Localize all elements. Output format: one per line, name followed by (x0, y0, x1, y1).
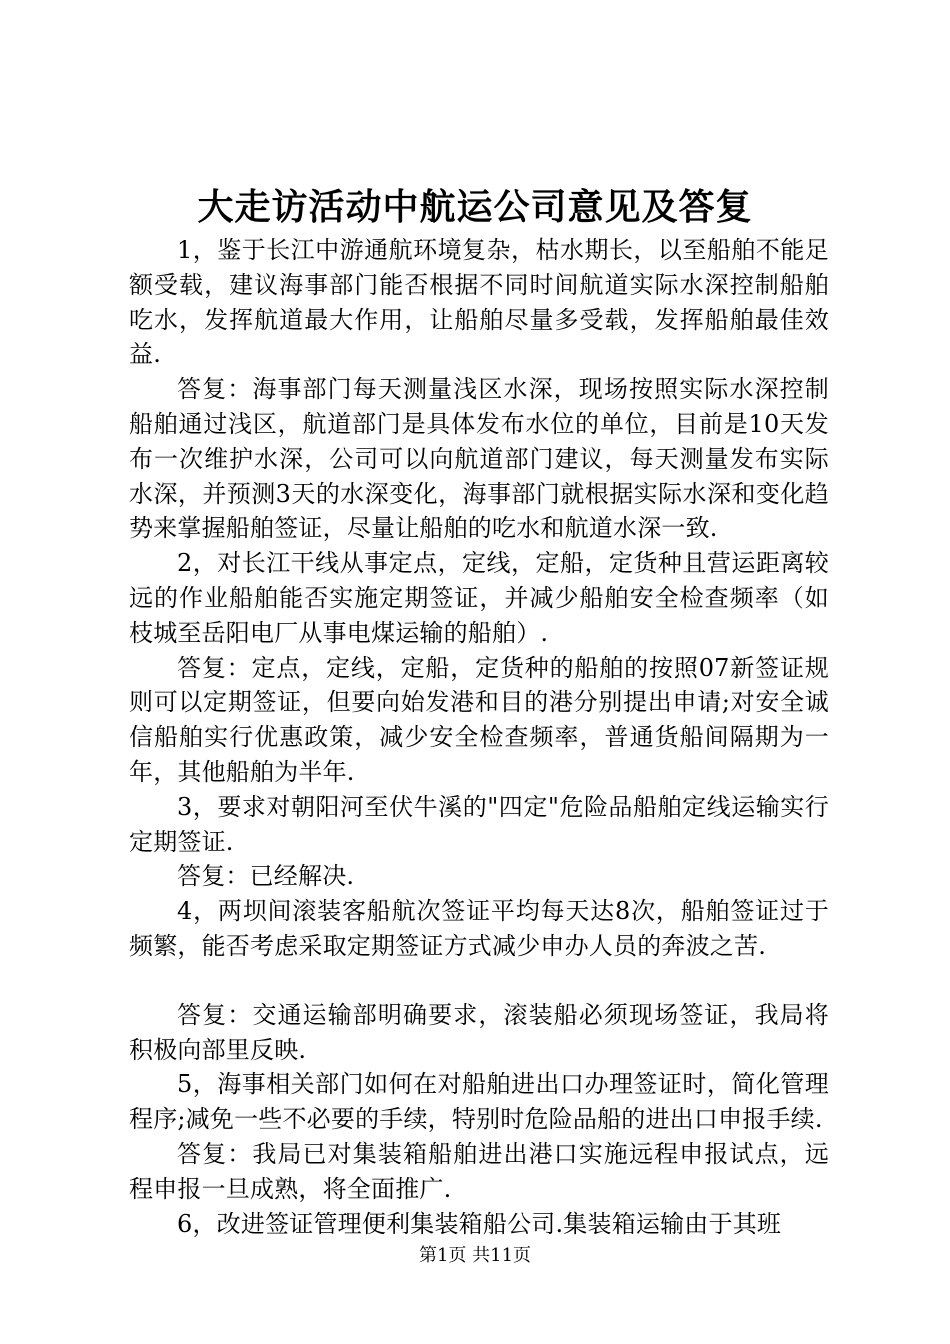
paragraph-answer-1: 答复：海事部门每天测量浅区水深，现场按照实际水深控制船舶通过浅区，航道部门是具体发布水位的单位，目前是10天发布一次维护水深，公司可以向航道部门建议，每天测量发布实际水深，并预测3天的水深变化，海事部门就根据实际水深和变化趋势来掌握船舶签证，尽量让船舶的吃水和航道水深一致. (129, 375, 829, 543)
paragraph-question-6: 6，改进签证管理便利集装箱船公司.集装箱运输由于其班 (177, 1209, 782, 1238)
document-body (129, 233, 829, 1241)
paragraph-question-5: 5，海事相关部门如何在对船舶进出口办理签证时，简化管理程序;减免一些不必要的手续，特别时危险品船的进出口申报手续. (129, 1070, 829, 1134)
page-footer: 第1页 共11页 (418, 1245, 532, 1266)
paragraph-question-4: 4，两坝间滚装客船航次签证平均每天达8次，船舶签证过于频繁，能否考虑采取定期签证方式减少申办人员的奔波之苦. (129, 897, 829, 960)
paragraph-answer-4: 答复：交通运输部明确要求，滚装船必须现场签证，我局将积极向部里反映. (129, 1000, 829, 1064)
paragraph-question-2: 2，对长江干线从事定点，定线，定船，定货种且营运距离较远的作业船舶能否实施定期签证，并减少船舶安全检查频率（如枝城至岳阳电厂从事电煤运输的船舶）. (129, 549, 829, 647)
paragraph-question-1: 1，鉴于长江中游通航环境复杂，枯水期长，以至船舶不能足额受载，建议海事部门能否根据不同时间航道实际水深控制船舶吃水，发挥航道最大作用，让船舶尽量多受载，发挥船舶最佳效益. (129, 236, 829, 369)
paragraph-answer-5: 答复：我局已对集装箱船舶进出港口实施远程申报试点，远程申报一旦成熟，将全面推广. (129, 1139, 829, 1203)
document-title: 大走访活动中航运公司意见及答复 (197, 187, 753, 228)
paragraph-answer-3: 答复：已经解决. (177, 862, 355, 891)
paragraph-answer-2: 答复：定点，定线，定船，定货种的船舶的按照07新签证规则可以定期签证，但要向始发港和目的港分别提出申请;对安全诚信船舶实行优惠政策，减少安全检查频率，普通货船间隔期为一年，其他船舶为半年. (129, 653, 829, 786)
paragraph-question-3: 3，要求对朝阳河至伏牛溪的"四定"危险品船舶定线运输实行定期签证. (129, 792, 829, 856)
